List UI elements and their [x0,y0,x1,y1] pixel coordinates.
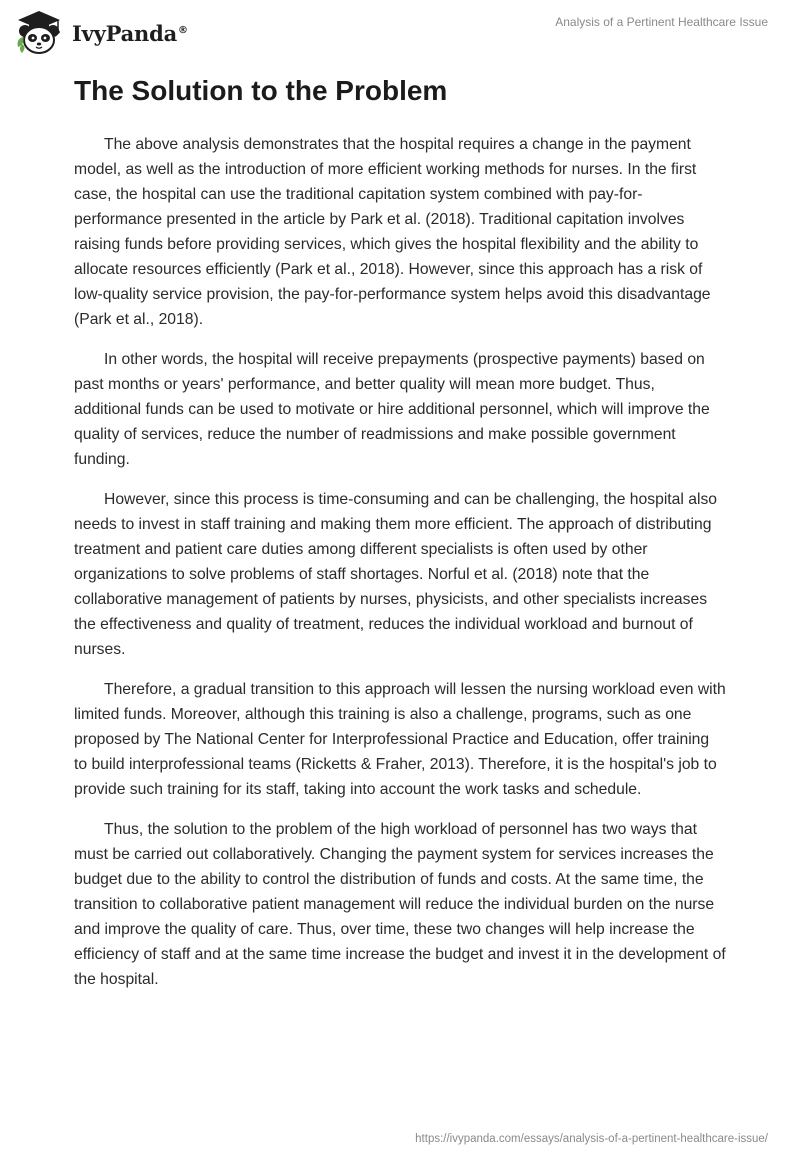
paragraph: In other words, the hospital will receive prepayments (prospective payments) based on past months or years' performance, and better quality will mean more budget. Thus, additional funds can be used to motivate or hire additional personnel, which will improve the quality of services, reduce the number of readmissions and make possible government funding. [74,351,710,468]
section-heading: The Solution to the Problem [74,75,448,106]
article-body [74,72,726,1007]
ivypanda-logo[interactable] [14,9,188,57]
paragraph-list [74,132,726,992]
panda-logo-icon [14,9,64,57]
paragraph: However, since this process is time-consuming and can be challenging, the hospital also needs to invest in staff training and making them more efficient. The approach of distributing treatment and patient care duties among different specialists is often used by other organizations to solve problems of staff shortages. Norful et al. (2018) note that the collaborative management of patients by nurses, physicists, and other specialists increases the effectiveness and quality of treatment, reduces the individual workload and burnout of nurses. [74,491,718,658]
page-header [0,0,800,64]
source-url[interactable]: https://ivypanda.com/essays/analysis-of-a-pertinent-healthcare-issue/ [415,1133,768,1145]
paragraph: Therefore, a gradual transition to this approach will lessen the nursing workload even with limited funds. Moreover, although this training is also a challenge, programs, such as one proposed by The National Center for Interprofessional Practice and Education, offer training to build interprofessional teams (Ricketts & Fraher, 2013). Therefore, it is the hospital's job to provide such training for its staff, taking into account the work tasks and schedule. [74,681,726,798]
registered-mark: ® [178,24,188,36]
brand-name: IvyPanda® [72,20,188,46]
paragraph: Thus, the solution to the problem of the high workload of personnel has two ways that must be carried out collaboratively. Changing the payment system for services increases the budget due to the ability to control the distribution of funds and costs. At the same time, the transition to collaborative patient management will reduce the individual burden on the nurse and improve the quality of care. Thus, over time, these two changes will help increase the efficiency of staff and at the same time increase the budget and invest it in the development of the hospital. [74,821,726,988]
paragraph: The above analysis demonstrates that the hospital requires a change in the payment model, as well as the introduction of more efficient working methods for nurses. In the first case, the hospital can use the traditional capitation system combined with pay-for-performance presented in the article by Park et al. (2018). Traditional capitation involves raising funds before providing services, which gives the hospital flexibility and the ability to allocate resources efficiently (Park et al., 2018). However, since this approach has a risk of low-quality service provision, the pay-for-performance system helps avoid this disadvantage (Park et al., 2018). [74,136,711,328]
document-title: Analysis of a Pertinent Healthcare Issue [555,15,768,29]
